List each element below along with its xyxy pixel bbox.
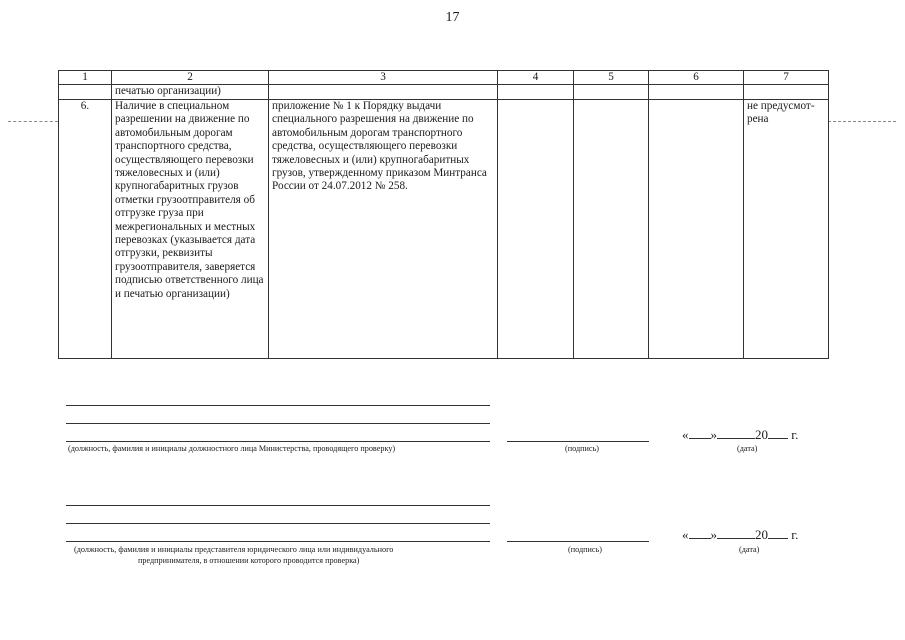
cell-col-5 [574,100,649,359]
date-close-quote: » [710,527,717,542]
position-caption: предпринимателя, в отношении которого проводится проверка) [138,556,360,565]
header-col-4: 4 [498,71,574,85]
date-caption: (дата) [737,444,758,453]
table-row [59,85,829,100]
header-col-6: 6 [649,71,744,85]
date-field [682,526,798,543]
date-open-quote: « [682,527,689,542]
header-col-2: 2 [112,71,269,85]
remark-text: не предусмот-рена [744,100,829,359]
row-number: 6. [59,100,112,359]
year-suffix: г. [791,527,799,542]
position-caption: (должность, фамилия и инициалы должностного лица Министерства, проводящего проверку) [68,444,396,453]
legal-basis-text: приложение № 1 к Порядку выдачи специального разрешения на движение по автомобильным дорогам транспортного средства, осуществляющего перевозки тяжеловесных и (или) крупногабаритных грузов, утвержденному приказом Минтранса России от 24.07.2012 № 258. [269,100,498,359]
year-suffix: г. [791,427,799,442]
cell-col-4 [498,100,574,359]
position-line [66,405,490,406]
continuation-text: печатью организации) [112,85,269,100]
position-line [66,441,490,442]
header-col-1: 1 [59,71,112,85]
header-col-7: 7 [744,71,829,85]
header-col-3: 3 [269,71,498,85]
signature-line [507,541,649,542]
position-caption: (должность, фамилия и инициалы представителя юридического лица или индивидуального [74,545,394,554]
requirement-text: Наличие в специальном разрешении на движение по автомобильным дорогам транспортного средства, осуществляющего перевозки тяжеловесных и (или) крупногабаритных грузов отметки грузоотправителя об отгрузке груза при межрегиональных и местных перевозках (указывается дата отгрузки, реквизиты грузоотправителя, заверяется подписью ответственного лица и печатью организации) [112,100,269,359]
date-caption: (дата) [739,545,760,554]
date-close-quote: » [710,427,717,442]
year-prefix: 20 [755,527,768,542]
inspection-table [58,70,829,359]
position-line [66,541,490,542]
table-row [59,100,829,359]
position-line [66,423,490,424]
cell-col-6 [649,100,744,359]
date-open-quote: « [682,427,689,442]
signature-caption: (подпись) [568,545,602,554]
position-line [66,523,490,524]
position-line [66,505,490,506]
table-header-row [59,71,829,85]
date-field [682,426,798,443]
header-col-5: 5 [574,71,649,85]
right-dashed-rule [828,121,896,122]
signature-caption: (подпись) [565,444,599,453]
year-prefix: 20 [755,427,768,442]
page-number: 17 [445,10,460,25]
left-dashed-rule [8,121,58,122]
signature-line [507,441,649,442]
